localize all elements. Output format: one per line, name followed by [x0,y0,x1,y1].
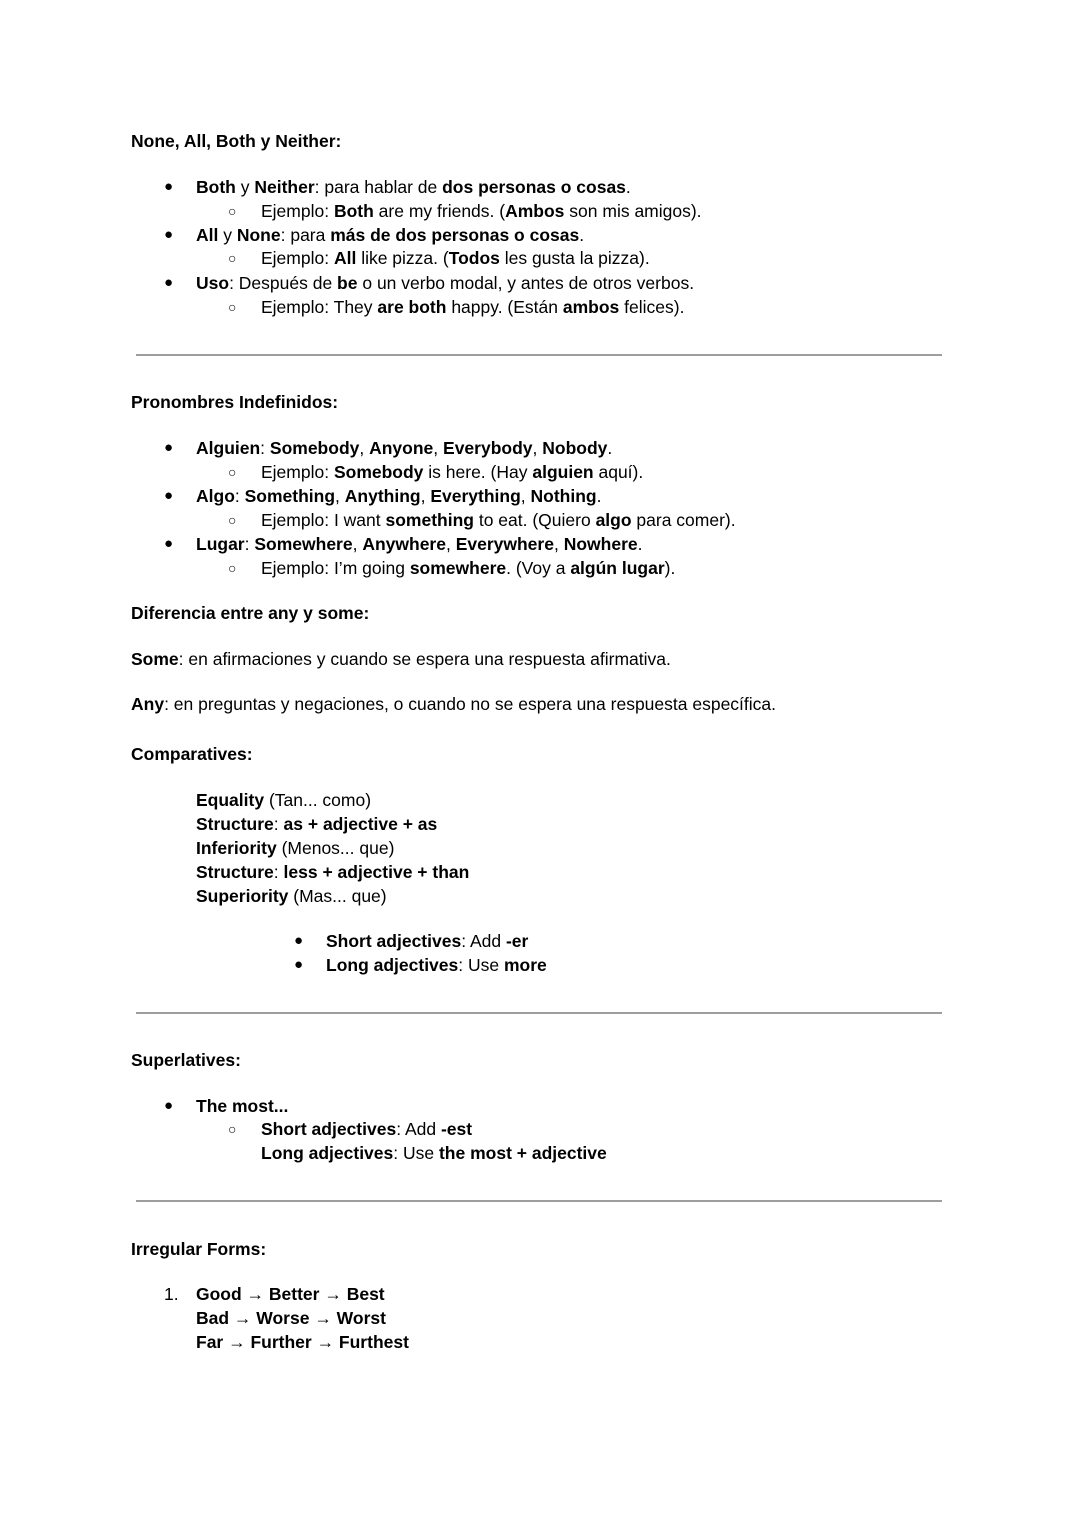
any-definition: Any: en preguntas y negaciones, o cuando no se espera una respuesta específica. [131,694,777,714]
list-item: Lugar: Somewhere, Anywhere, Everywhere, Nowhere. [196,534,643,554]
heading-comparatives: Comparatives: [131,744,253,764]
bullet-icon: ● [164,487,174,504]
heading-any-some: Diferencia entre any y some: [131,603,370,623]
bullet-icon: ● [164,535,174,552]
bullet-icon: ● [164,226,174,243]
irregular-row: Good → Better → Best [196,1284,385,1304]
irregular-row: Far → Further → Furthest [196,1332,409,1352]
heading-irregular: Irregular Forms: [131,1239,267,1259]
list-item: Algo: Something, Anything, Everything, Nothing. [196,486,602,506]
circle-bullet-icon: ○ [228,203,237,219]
heading-superlatives: Superlatives: [131,1050,241,1070]
example-item: Ejemplo: I want something to eat. (Quiero algo para comer). [261,510,736,530]
inferiority-line: Inferiority (Menos... que) [196,838,395,858]
heading-pronombres: Pronombres Indefinidos: [131,392,339,412]
short-adjectives-rule: Short adjectives: Add -est [261,1119,473,1139]
superiority-line: Superiority (Mas... que) [196,886,387,906]
bullet-icon: ● [164,274,174,291]
list-item: Long adjectives: Use more [326,955,547,975]
example-item: Ejemplo: They are both happy. (Están ambos felices). [261,297,685,317]
bullet-icon: ● [294,956,304,973]
list-item: All y None: para más de dos personas o cosas. [196,225,585,245]
circle-bullet-icon: ○ [228,512,237,528]
circle-bullet-icon: ○ [228,1121,237,1137]
circle-bullet-icon: ○ [228,299,237,315]
some-definition: Some: en afirmaciones y cuando se espera una respuesta afirmativa. [131,649,671,669]
equality-structure: Structure: as + adjective + as [196,814,438,834]
circle-bullet-icon: ○ [228,464,237,480]
heading-none-all: None, All, Both y Neither: [131,131,342,151]
bullet-icon: ● [164,1097,174,1114]
example-item: Ejemplo: Both are my friends. (Ambos son mis amigos). [261,201,702,221]
list-item: Both y Neither: para hablar de dos personas o cosas. [196,177,631,197]
example-item: Ejemplo: I’m going somewhere. (Voy a algún lugar). [261,558,676,578]
list-item: The most... [196,1096,289,1116]
inferiority-structure: Structure: less + adjective + than [196,862,470,882]
bullet-icon: ● [294,932,304,949]
divider [136,1012,942,1014]
divider [136,1200,942,1202]
circle-bullet-icon: ○ [228,560,237,576]
list-item: Short adjectives: Add -er [326,931,529,951]
list-item: Uso: Después de be o un verbo modal, y antes de otros verbos. [196,273,695,293]
long-adjectives-rule: Long adjectives: Use the most + adjective [261,1143,607,1163]
list-item: Alguien: Somebody, Anyone, Everybody, Nobody. [196,438,613,458]
example-item: Ejemplo: Somebody is here. (Hay alguien aquí). [261,462,644,482]
irregular-row: Bad → Worse → Worst [196,1308,386,1328]
circle-bullet-icon: ○ [228,250,237,266]
bullet-icon: ● [164,439,174,456]
list-number: 1. [164,1284,179,1304]
bullet-icon: ● [164,178,174,195]
divider [136,354,942,356]
example-item: Ejemplo: All like pizza. (Todos les gusta la pizza). [261,248,650,268]
equality-line: Equality (Tan... como) [196,790,372,810]
